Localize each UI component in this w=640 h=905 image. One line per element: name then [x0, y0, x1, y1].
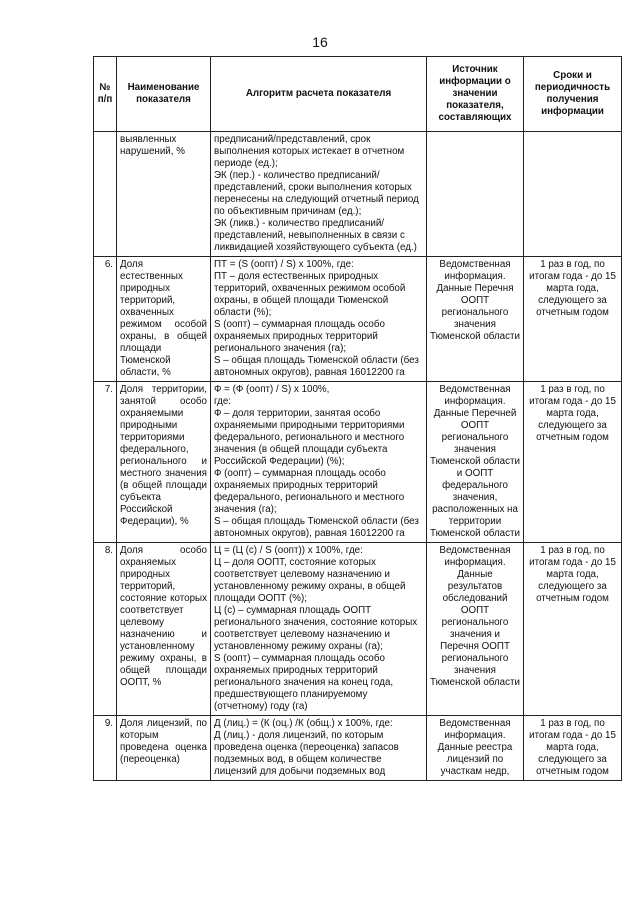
- algorithm-line: Ц (с) – суммарная площадь ООПТ регионального значения, состояние которых соответствует целевому назначению и установленному режиму охраны (га);: [214, 605, 418, 652]
- table-row: [94, 543, 622, 716]
- row-period: [524, 132, 622, 257]
- row-period: 1 раз в год, по итогам года - до 15 марта года, следующего за отчетным годом: [524, 382, 622, 543]
- row-name: Доля лицензий, по которым проведена оценка (переоценка): [117, 716, 211, 781]
- row-num: 8.: [94, 543, 117, 716]
- row-algorithm: [211, 543, 427, 716]
- row-period: 1 раз в год, по итогам года - до 15 марта года, следующего за отчетным годом: [524, 257, 622, 382]
- row-algorithm: [211, 382, 427, 543]
- algorithm-line: ПТ = (S (оопт) / S) х 100%, где:: [214, 259, 354, 270]
- algorithm-line: Д (лиц.) - доля лицензий, по которым проведена оценка (переоценка) запасов подземных вод, в общем количестве лицензий для добычи подземных вод: [214, 730, 399, 777]
- row-name: Доля естественных природных территорий, охваченных режимом особой охраны, в общей площади Тюменской области, %: [117, 257, 211, 382]
- algorithm-line: предписаний/представлений, срок выполнения которых истекает в отчетном периоде (ед.);: [214, 134, 405, 169]
- header-period: Сроки и периодичность получения информации: [524, 57, 622, 132]
- row-period: 1 раз в год, по итогам года - до 15 марта года, следующего за отчетным годом: [524, 716, 622, 781]
- algorithm-line: S (оопт) – суммарная площадь особо охраняемых природных территорий регионального значения (га);: [214, 319, 385, 354]
- row-name: Доля территории, занятой особо охраняемыми природными территориями федерального, регионального и местного значения (в общей площади субъекта Российской Федерации), %: [117, 382, 211, 543]
- algorithm-line: Ц = (Ц (с) / S (оопт)) х 100%, где:: [214, 545, 363, 556]
- row-source: Ведомственная информация. Данные результатов обследований ООПТ регионального значения и Перечня ООПТ регионального значения Тюменской области: [427, 543, 524, 716]
- table-row: [94, 132, 622, 257]
- table-row: [94, 716, 622, 781]
- algorithm-line: Д (лиц.) = (К (оц.) /К (общ.) х 100%, где:: [214, 718, 393, 729]
- row-algorithm: [211, 257, 427, 382]
- algorithm-line: ЭК (ликв.) - количество предписаний/представлений, невыполненных в связи с ликвидацией хозяйствующего субъекта (ед.): [214, 218, 417, 253]
- indicators-table: [93, 56, 622, 781]
- algorithm-line: Ц – доля ООПТ, состояние которых соответствует целевому назначению и установленному режиму охраны, в общей площади ООПТ (%);: [214, 557, 406, 604]
- page-number: 16: [312, 34, 328, 50]
- row-source: Ведомственная информация. Данные реестра лицензий по участкам недр,: [427, 716, 524, 781]
- algorithm-line: ПТ – доля естественных природных территорий, охваченных режимом особой охраны, в общей площади Тюменской области (%);: [214, 271, 406, 318]
- row-num: 6.: [94, 257, 117, 382]
- table-header-row: [94, 57, 622, 132]
- algorithm-line: Ф (оопт) – суммарная площадь особо охраняемых природных территорий федерального, регионального и местного значения (га);: [214, 468, 405, 515]
- algorithm-line: Ф – доля территории, занятая особо охраняемыми природными территориями федерального, регионального и местного значения (в общей площади субъекта Российской Федерации) (%);: [214, 408, 405, 467]
- row-num: 7.: [94, 382, 117, 543]
- row-name: выявленных нарушений, %: [117, 132, 211, 257]
- algorithm-line: ЭК (пер.) - количество предписаний/представлений, сроки выполнения которых перенесены на следующий отчетный период по объективным причинам (ед.);: [214, 170, 419, 217]
- row-source: Ведомственная информация. Данные Перечней ООПТ регионального значения Тюменской области и ООПТ федерального значения, расположенных на территории Тюменской области: [427, 382, 524, 543]
- header-name: Наименование показателя: [117, 57, 211, 132]
- header-algorithm: Алгоритм расчета показателя: [211, 57, 427, 132]
- row-num: [94, 132, 117, 257]
- algorithm-line: S – общая площадь Тюменской области (без автономных округов), равная 16012200 га: [214, 516, 419, 539]
- row-source: [427, 132, 524, 257]
- table-row: [94, 382, 622, 543]
- row-algorithm: [211, 132, 427, 257]
- row-algorithm: [211, 716, 427, 781]
- algorithm-line: S (оопт) – суммарная площадь особо охраняемых природных территорий регионального значения на конец года, предшествующего планируемому (отчетному) году (га): [214, 653, 394, 712]
- algorithm-line: Ф = (Ф (оопт) / S) х 100%,: [214, 384, 330, 395]
- header-num: № п/п: [94, 57, 117, 132]
- row-name: Доля особо охраняемых природных территорий, состояние которых соответствует целевому назначению и установленному режиму охраны, в общей площади ООПТ, %: [117, 543, 211, 716]
- row-period: 1 раз в год, по итогам года - до 15 марта года, следующего за отчетным годом: [524, 543, 622, 716]
- algorithm-line: S – общая площадь Тюменской области (без автономных округов), равная 16012200 га: [214, 355, 419, 378]
- row-num: 9.: [94, 716, 117, 781]
- algorithm-line: где:: [214, 396, 232, 407]
- row-source: Ведомственная информация. Данные Перечня ООПТ регионального значения Тюменской области: [427, 257, 524, 382]
- table-row: [94, 257, 622, 382]
- header-source: Источник информации о значении показателя, составляющих: [427, 57, 524, 132]
